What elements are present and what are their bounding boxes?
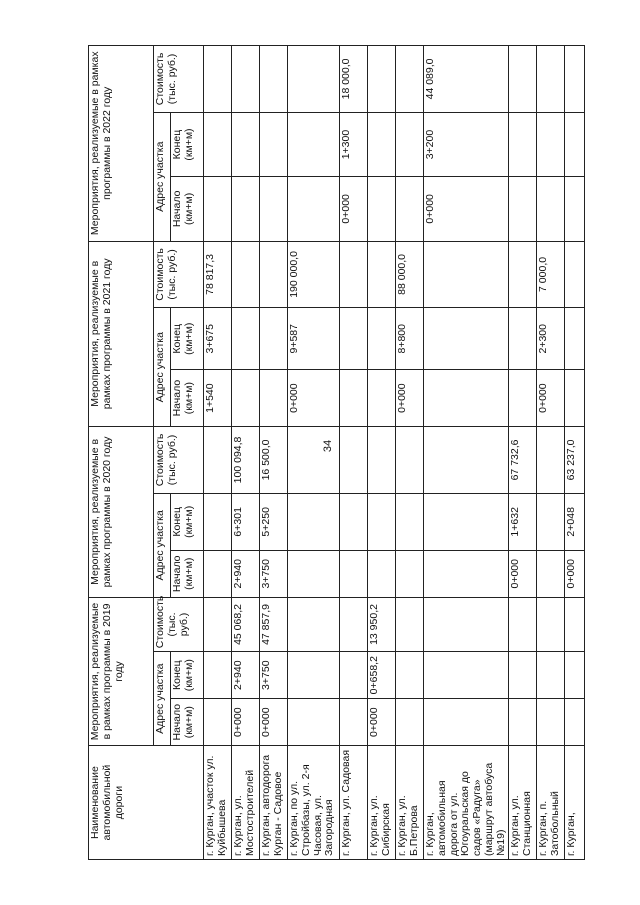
start-cell: 0+000 — [232, 699, 260, 746]
end-cell — [232, 308, 260, 370]
table-row — [288, 46, 340, 860]
table-row — [340, 46, 368, 860]
header-start: Начало (км+м) — [171, 699, 204, 746]
start-cell — [565, 177, 585, 241]
start-cell — [288, 699, 340, 746]
start-cell: 2+940 — [232, 550, 260, 597]
end-cell — [537, 652, 565, 699]
cost-cell — [565, 46, 585, 113]
road-name-cell: г. Курган, ул. Б.Петрова — [396, 746, 424, 860]
road-name-cell: г. Курган, ул. Сибирская — [368, 746, 396, 860]
start-cell — [396, 177, 424, 241]
cost-cell — [368, 427, 396, 494]
start-cell — [232, 370, 260, 427]
end-cell — [396, 493, 424, 550]
cost-cell — [509, 46, 537, 113]
end-cell — [509, 308, 537, 370]
start-cell — [424, 699, 509, 746]
header-year-group: Мероприятия, реализуемые в рамках программы в 2022 году — [89, 46, 154, 242]
end-cell: 9+587 — [288, 308, 340, 370]
start-cell — [260, 370, 288, 427]
header-cost: Стоимость (тыс. руб.) — [154, 46, 204, 113]
header-address: Адрес участка — [154, 652, 171, 746]
end-cell — [565, 652, 585, 699]
start-cell — [368, 177, 396, 241]
end-cell — [204, 493, 232, 550]
road-name-cell: г. Курган, автодорога Курган - Садовое — [260, 746, 288, 860]
road-program-table — [88, 45, 585, 860]
cost-cell: 88 000,0 — [396, 241, 424, 308]
start-cell — [509, 699, 537, 746]
end-cell: 6+301 — [232, 493, 260, 550]
header-end: Конец (км+м) — [171, 112, 204, 176]
start-cell — [260, 177, 288, 241]
header-year-group: Мероприятия, реализуемые в рамках программы в 2020 году — [89, 427, 154, 598]
start-cell: 0+000 — [565, 550, 585, 597]
road-name-cell: г. Курган, ул. Станционная — [509, 746, 537, 860]
road-name-cell: г. Курган, автомобильная дорога от ул. Югоуральская до садов «Радуга» (маршрут автобуса №19) — [424, 746, 509, 860]
table-row — [204, 46, 232, 860]
start-cell: 3+750 — [260, 550, 288, 597]
end-cell: 8+800 — [396, 308, 424, 370]
end-cell — [368, 308, 396, 370]
start-cell — [340, 699, 368, 746]
end-cell: 3+750 — [260, 652, 288, 699]
cost-cell — [424, 427, 509, 494]
road-name-cell: г. Курган, участок ул. Куйбышева — [204, 746, 232, 860]
start-cell — [537, 177, 565, 241]
cost-cell: 13 950,2 — [368, 597, 396, 651]
table-row — [537, 46, 565, 860]
end-cell — [396, 112, 424, 176]
cost-cell — [565, 241, 585, 308]
header-cost: Стоимость (тыс. руб.) — [154, 597, 204, 651]
road-name-cell: г. Курган, по ул. Стройбазы, ул. 2-я Часовая, ул. Загородная — [288, 746, 340, 860]
start-cell — [288, 177, 340, 241]
cost-cell: 100 094,8 — [232, 427, 260, 494]
header-cost: Стоимость (тыс. руб.) — [154, 427, 204, 494]
cost-cell — [288, 597, 340, 651]
cost-cell — [537, 597, 565, 651]
header-end: Конец (км+м) — [171, 493, 204, 550]
cost-cell — [565, 597, 585, 651]
cost-cell: 18 000,0 — [340, 46, 368, 113]
cost-cell — [537, 427, 565, 494]
cost-cell — [396, 597, 424, 651]
cost-cell — [509, 597, 537, 651]
end-cell: 3+200 — [424, 112, 509, 176]
start-cell — [368, 550, 396, 597]
header-road-name: Наименование автомобильной дороги — [89, 746, 204, 860]
end-cell — [509, 652, 537, 699]
rotated-table-container — [88, 45, 628, 860]
end-cell: 2+300 — [537, 308, 565, 370]
header-start: Начало (км+м) — [171, 177, 204, 241]
end-cell — [368, 112, 396, 176]
cost-cell — [232, 46, 260, 113]
start-cell — [509, 177, 537, 241]
start-cell — [232, 177, 260, 241]
header-address: Адрес участка — [154, 112, 171, 241]
end-cell — [424, 308, 509, 370]
header-start: Начало (км+м) — [171, 370, 204, 427]
start-cell — [565, 699, 585, 746]
road-name-cell: г. Курган, ул. Садовая — [340, 746, 368, 860]
cost-cell — [232, 241, 260, 308]
start-cell — [340, 370, 368, 427]
end-cell: 5+250 — [260, 493, 288, 550]
cost-cell — [288, 427, 340, 494]
cost-cell — [260, 241, 288, 308]
start-cell: 0+000 — [340, 177, 368, 241]
start-cell — [565, 370, 585, 427]
cost-cell — [424, 241, 509, 308]
start-cell — [424, 370, 509, 427]
end-cell — [288, 652, 340, 699]
start-cell — [509, 370, 537, 427]
cost-cell: 63 237,0 — [565, 427, 585, 494]
road-name-cell: г. Курган, — [565, 746, 585, 860]
cost-cell — [368, 46, 396, 113]
start-cell — [537, 550, 565, 597]
start-cell: 0+000 — [509, 550, 537, 597]
end-cell — [396, 652, 424, 699]
start-cell — [396, 699, 424, 746]
end-cell: 3+675 — [204, 308, 232, 370]
cost-cell: 67 732,6 — [509, 427, 537, 494]
cost-cell: 45 068,2 — [232, 597, 260, 651]
end-cell — [565, 112, 585, 176]
start-cell — [537, 699, 565, 746]
cost-cell — [288, 46, 340, 113]
cost-cell — [396, 46, 424, 113]
end-cell: 2+048 — [565, 493, 585, 550]
start-cell: 0+000 — [260, 699, 288, 746]
cost-cell — [340, 427, 368, 494]
start-cell — [396, 550, 424, 597]
table-row — [509, 46, 537, 860]
start-cell: 0+000 — [537, 370, 565, 427]
page-number: 34 — [322, 439, 334, 453]
header-address: Адрес участка — [154, 308, 171, 427]
start-cell — [340, 550, 368, 597]
header-year-group: Мероприятия, реализуемые в рамках программы в 2021 году — [89, 241, 154, 427]
start-cell: 0+000 — [288, 370, 340, 427]
end-cell — [232, 112, 260, 176]
end-cell — [260, 308, 288, 370]
cost-cell: 44 089,0 — [424, 46, 509, 113]
table-row — [232, 46, 260, 860]
start-cell — [204, 699, 232, 746]
cost-cell — [204, 46, 232, 113]
start-cell — [288, 550, 340, 597]
header-end: Конец (км+м) — [171, 652, 204, 699]
start-cell: 0+000 — [424, 177, 509, 241]
end-cell: 2+940 — [232, 652, 260, 699]
end-cell — [424, 652, 509, 699]
header-end: Конец (км+м) — [171, 308, 204, 370]
end-cell — [204, 112, 232, 176]
cost-cell — [340, 597, 368, 651]
road-name-cell: г. Курган, п. Затобольный — [537, 746, 565, 860]
end-cell — [537, 493, 565, 550]
start-cell — [204, 550, 232, 597]
road-name-cell: г. Курган, ул. Мостостроителей — [232, 746, 260, 860]
end-cell — [537, 112, 565, 176]
start-cell — [368, 370, 396, 427]
end-cell — [340, 652, 368, 699]
end-cell — [340, 308, 368, 370]
table-row — [396, 46, 424, 860]
end-cell — [340, 493, 368, 550]
cost-cell: 78 817,3 — [204, 241, 232, 308]
end-cell — [260, 112, 288, 176]
end-cell — [565, 308, 585, 370]
cost-cell — [537, 46, 565, 113]
cost-cell — [260, 46, 288, 113]
cost-cell: 16 500,0 — [260, 427, 288, 494]
cost-cell — [424, 597, 509, 651]
cost-cell — [368, 241, 396, 308]
table-row — [260, 46, 288, 860]
end-cell — [424, 493, 509, 550]
end-cell — [509, 112, 537, 176]
start-cell: 1+540 — [204, 370, 232, 427]
table-row — [424, 46, 509, 860]
cost-cell: 7 000,0 — [537, 241, 565, 308]
end-cell — [204, 652, 232, 699]
cost-cell — [340, 241, 368, 308]
end-cell: 0+658,2 — [368, 652, 396, 699]
end-cell: 1+632 — [509, 493, 537, 550]
end-cell — [368, 493, 396, 550]
cost-cell — [204, 427, 232, 494]
cost-cell: 190 000,0 — [288, 241, 340, 308]
table-row — [368, 46, 396, 860]
start-cell: 0+000 — [396, 370, 424, 427]
header-cost: Стоимость (тыс. руб.) — [154, 241, 204, 308]
start-cell — [204, 177, 232, 241]
cost-cell — [396, 427, 424, 494]
cost-cell: 47 857,9 — [260, 597, 288, 651]
cost-cell — [204, 597, 232, 651]
end-cell — [288, 112, 340, 176]
start-cell: 0+000 — [368, 699, 396, 746]
end-cell: 1+300 — [340, 112, 368, 176]
header-year-group: Мероприятия, реализуемые в рамках программы в 2019 году — [89, 597, 154, 745]
start-cell — [424, 550, 509, 597]
table-row — [565, 46, 585, 860]
header-address: Адрес участка — [154, 493, 171, 597]
end-cell — [288, 493, 340, 550]
cost-cell — [509, 241, 537, 308]
header-start: Начало (км+м) — [171, 550, 204, 597]
